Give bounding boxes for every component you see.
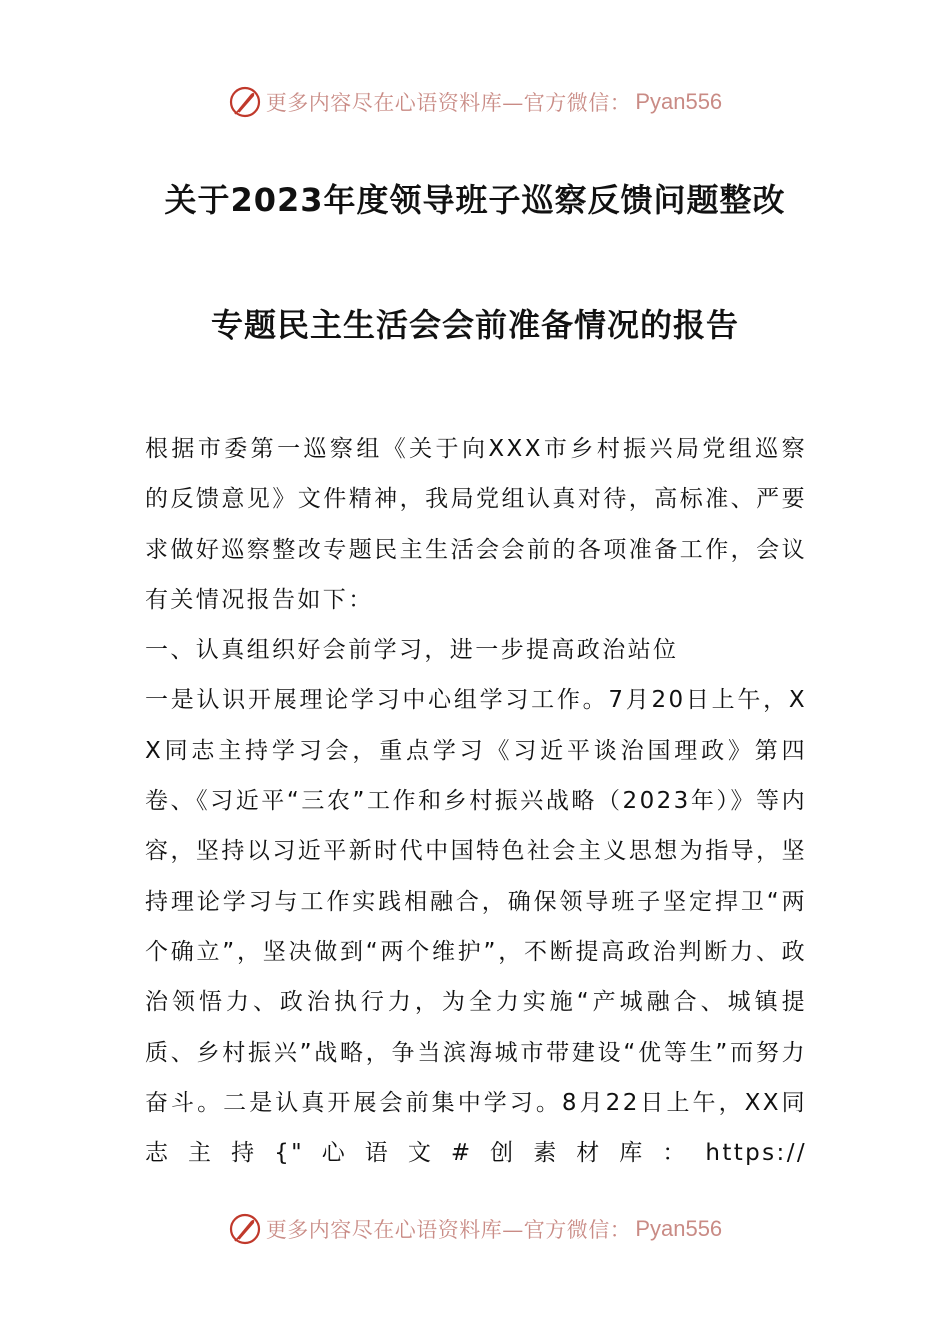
quill-pen-logo-icon bbox=[228, 85, 262, 119]
body-paragraph-1: 一是认识开展理论学习中心组学习工作。7月20日上午，XX同志主持学习会，重点学习《习近平谈治国理政》第四卷、《习近平“三农”工作和乡村振兴战略（2023年）》等内容，坚持以习近平新时代中国特色社会主义思想为指导，坚持理论学习与工作实践相融合，确保领导班子坚定捍卫“两个确立”，坚决做到“两个维护”，不断提高政治判断力、政治领悟力、政治执行力，为全力实施“产城融合、城镇提质、乡村振兴”战略，争当滨海城市带建设“优等生”而努力奋斗。二是认真开展会前集中学习。8月22日上午，XX同志主持{"心语文#创素材库：https:// bbox=[145, 687, 807, 1167]
document-title-line-1: 关于2023年度领导班子巡察反馈问题整改 bbox=[164, 181, 786, 219]
watermark-banner-bottom bbox=[0, 1209, 950, 1249]
watermark-text: 更多内容尽在心语资料库—官方微信： bbox=[265, 1218, 632, 1242]
section-heading-1: 一、认真组织好会前学习，进一步提高政治站位 bbox=[145, 637, 679, 664]
intro-paragraph: 根据市委第一巡察组《关于向XXX市乡村振兴局党组巡察的反馈意见》文件精神，我局党组认真对待，高标准、严要求做好巡察整改专题民主生活会会前的各项准备工作，会议有关情况报告如下： bbox=[145, 436, 807, 613]
document-title-line-2: 专题民主生活会会前准备情况的报告 bbox=[210, 306, 739, 344]
watermark-wechat-id: Pyan556 bbox=[635, 1216, 723, 1241]
watermark-wechat-id: Pyan556 bbox=[635, 89, 723, 114]
watermark-text: 更多内容尽在心语资料库—官方微信： bbox=[265, 91, 632, 115]
quill-pen-logo-icon bbox=[228, 1212, 262, 1246]
document-body bbox=[145, 424, 807, 1178]
watermark-banner-top bbox=[0, 82, 950, 122]
